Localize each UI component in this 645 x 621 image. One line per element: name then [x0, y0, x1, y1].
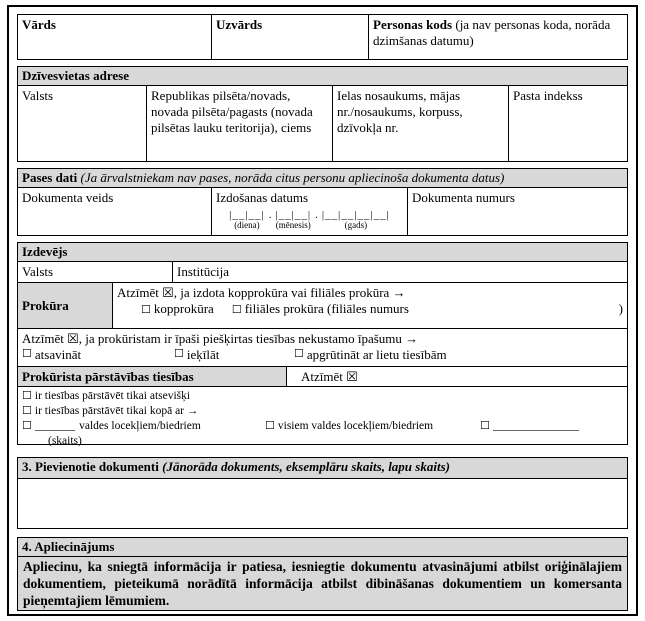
- date-dot-1: .: [268, 209, 272, 221]
- apgrutinat-checkbox[interactable]: ☐: [294, 347, 304, 360]
- personas-kods-field[interactable]: [368, 15, 627, 59]
- address-pasta-indekss-field[interactable]: [508, 86, 627, 161]
- personal-section: [17, 14, 628, 60]
- date-month-boxes[interactable]: |__|__|: [275, 209, 312, 221]
- izdevejs-valsts-field[interactable]: [18, 262, 172, 282]
- passport-section-header: [18, 169, 627, 187]
- address-section: [17, 66, 628, 162]
- address-section-header: Dzīvesvietas adrese: [18, 67, 627, 85]
- address-valsts-label: Valsts: [22, 88, 54, 103]
- personas-kods-label: Personas kods: [373, 17, 453, 32]
- dokumenta-veids-field[interactable]: [18, 188, 211, 235]
- date-day-boxes[interactable]: |__|__|: [229, 209, 265, 221]
- izdevejs-valsts-label: Valsts: [22, 264, 54, 279]
- kopa-ar-label: ir tiesības pārstāvēt tikai kopā ar →: [34, 404, 199, 417]
- izdosanas-datums-label: Izdošanas datums: [216, 190, 309, 205]
- passport-title: Pases dati: [22, 170, 81, 185]
- uzvards-label: Uzvārds: [216, 17, 263, 32]
- date-day-label: (diena): [234, 220, 260, 230]
- cits-blank[interactable]: _______________: [492, 419, 580, 432]
- address-pilseta-field[interactable]: [146, 86, 332, 161]
- declaration-section: [17, 537, 628, 611]
- apgrutinat-label: apgrūtināt ar lietu tiesībām: [306, 347, 447, 362]
- address-pilseta-label: Republikas pilsēta/novads, novada pilsēta/pagasts (novada pilsētas lauku teritorija), ciems: [151, 88, 313, 135]
- atsavinat-checkbox[interactable]: ☐: [22, 347, 32, 360]
- izdosanas-datums-field[interactable]: [211, 188, 407, 235]
- izdevejs-institucija-field[interactable]: [172, 262, 627, 282]
- filiales-prokura-checkbox[interactable]: ☐: [231, 303, 242, 316]
- date-entry[interactable]: [216, 209, 403, 230]
- date-month-label: (mēnesis): [275, 220, 311, 230]
- cits-checkbox[interactable]: ☐: [480, 418, 490, 432]
- atsavinat-label: atsavināt: [34, 347, 82, 362]
- address-iela-field[interactable]: [332, 86, 508, 161]
- kopprokura-checkbox[interactable]: ☐: [141, 303, 151, 316]
- valdes-skaits-checkbox[interactable]: ☐: [22, 418, 32, 432]
- date-year-label: (gads): [344, 220, 368, 230]
- address-iela-label: Ielas nosaukums, mājas nr./nosaukums, korpuss, dzīvokļa nr.: [337, 88, 463, 135]
- rights-row: [18, 329, 627, 366]
- address-valsts-field[interactable]: [18, 86, 146, 161]
- visiem-valdes-label: visiem valdes locekļiem/biedriem: [277, 419, 434, 432]
- dokumenta-numurs-label: Dokumenta numurs: [412, 190, 515, 205]
- iekilat-label: ieķīlāt: [186, 347, 220, 362]
- filiales-close-paren: ): [618, 301, 623, 316]
- form-page: [7, 5, 638, 616]
- parstaviba-title-cell: Prokūrista pārstāvības tiesības: [18, 367, 286, 386]
- valdes-label: valdes locekļiem/biedriem: [79, 419, 201, 432]
- visiem-valdes-checkbox[interactable]: ☐: [265, 418, 275, 432]
- documents-section-header: [18, 458, 627, 478]
- date-year-boxes[interactable]: |__|__|__|__|: [321, 209, 390, 221]
- declaration-text: Apliecinu, ka sniegtā informācija ir patiesa, iesniegtie dokumentu atvasinājumi atbilst oriģinālajiem dokumentiem, pieteikumā norādītā informācija atbilst dibināšanas dokumentiem un komersanta pieņemtajiem lēmumiem.: [18, 557, 627, 610]
- atseviski-label: ir tiesības pārstāvēt tikai atsevišķi: [34, 390, 191, 402]
- skaits-label: (skaits): [48, 434, 82, 447]
- parstaviba-atzimet-cell: Atzīmēt ☒: [286, 367, 627, 386]
- izdevejs-institucija-label: Institūcija: [177, 264, 229, 279]
- issuer-prokura-section: [17, 242, 628, 445]
- declaration-section-header: 4. Apliecinājums: [18, 538, 627, 556]
- prokura-title-cell: Prokūra: [18, 283, 112, 328]
- passport-title-note: (Ja ārvalstniekam nav pases, norāda citus personu apliecinoša dokumenta datus): [80, 170, 505, 185]
- prokura-instruction: Atzīmēt ☒, ja izdota kopprokūra vai filiāles prokūra →: [117, 285, 406, 300]
- parstaviba-options-cell: [18, 387, 627, 447]
- documents-section: [17, 457, 628, 529]
- documents-title-note: (Jānorāda dokuments, eksemplāru skaits, lapu skaits): [162, 459, 450, 474]
- kopprokura-label: kopprokūra: [153, 301, 214, 316]
- izdevejs-section-header: Izdevējs: [18, 243, 627, 261]
- passport-section: [17, 168, 628, 236]
- personas-kods-note: (ja nav personas koda, norāda dzimšanas datumu): [373, 17, 611, 48]
- iekilat-checkbox[interactable]: ☐: [174, 347, 184, 360]
- documents-title: 3. Pievienotie dokumenti: [22, 459, 163, 474]
- uzvards-field[interactable]: [211, 15, 368, 59]
- vards-label: Vārds: [22, 17, 56, 32]
- valdes-skaits-blank[interactable]: _______: [34, 419, 76, 432]
- address-pasta-indekss-label: Pasta indekss: [513, 88, 583, 103]
- kopa-ar-checkbox[interactable]: ☐: [22, 403, 32, 417]
- dokumenta-numurs-field[interactable]: [407, 188, 627, 235]
- filiales-prokura-label: filiāles prokūra (filiāles numurs: [244, 301, 409, 316]
- rights-instruction: Atzīmēt ☒, ja prokūristam ir īpaši piešķirtas tiesības nekustamo īpašumu →: [22, 331, 419, 346]
- prokura-content-cell: [112, 283, 627, 328]
- documents-entry-field[interactable]: [18, 479, 627, 528]
- dokumenta-veids-label: Dokumenta veids: [22, 190, 114, 205]
- date-dot-2: .: [315, 209, 318, 221]
- atseviski-checkbox[interactable]: ☐: [22, 389, 32, 402]
- vards-field[interactable]: [18, 15, 211, 59]
